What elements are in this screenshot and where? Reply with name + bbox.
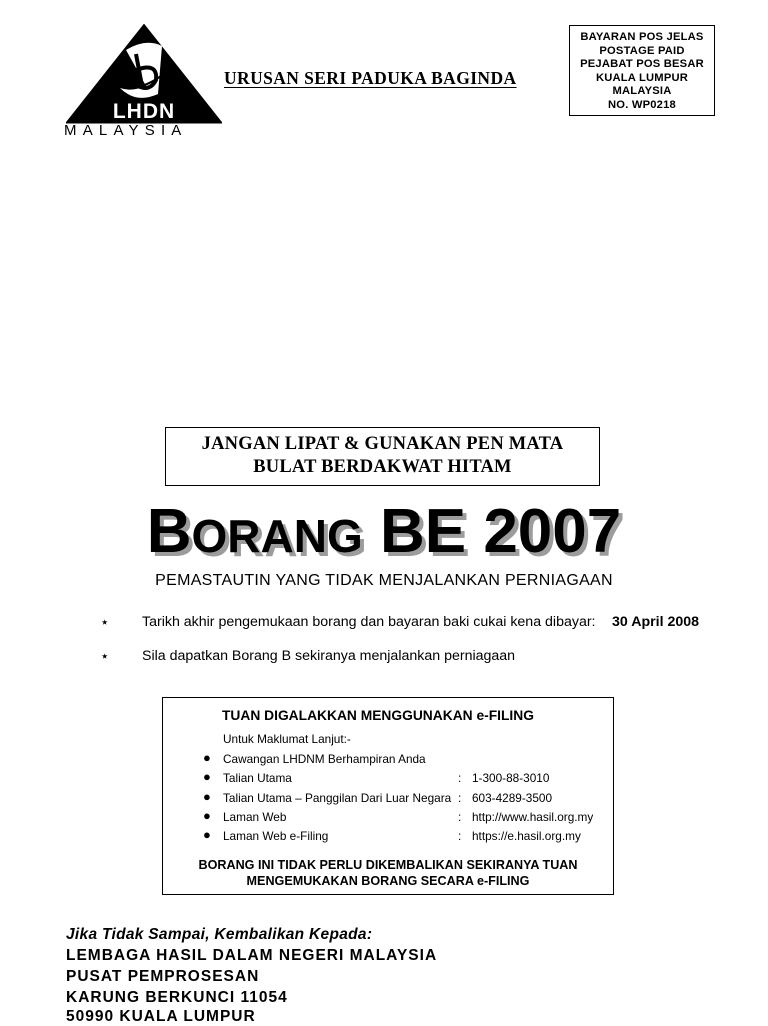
form-subtitle: PEMASTAUTIN YANG TIDAK MENJALANKAN PERNIAGAAN <box>155 572 613 589</box>
note-text: Tarikh akhir pengemukaan borang dan bayaran baki cukai kena dibayar: <box>142 614 596 630</box>
efiling-link[interactable]: https://e.hasil.org.my <box>472 829 581 843</box>
item-label: Talian Utama – Panggilan Dari Luar Negara <box>223 791 452 805</box>
item-colon: : <box>458 829 462 843</box>
postage-line: MALAYSIA <box>612 85 672 98</box>
efiling-intro: Untuk Maklumat Lanjut:- <box>223 732 351 746</box>
efiling-note-line-2: MENGEMUKAKAN BORANG SECARA e-FILING <box>246 873 530 888</box>
lhdn-triangle-logo-icon <box>66 24 222 124</box>
logo-subtext: MALAYSIA <box>64 122 188 139</box>
address-line: PUSAT PEMPROSESAN <box>66 968 260 985</box>
bullet-icon: ● <box>203 769 211 784</box>
return-label: Jika Tidak Sampai, Kembalikan Kepada: <box>66 926 373 943</box>
logo-text: LHDN <box>112 100 176 123</box>
postage-line: POSTAGE PAID <box>599 44 685 57</box>
bullet-icon: ● <box>203 808 211 823</box>
item-label: Laman Web e-Filing <box>223 829 329 843</box>
form-title-word: ORANG <box>191 510 363 562</box>
postage-line: KUALA LUMPUR <box>595 71 689 84</box>
note-text: Sila dapatkan Borang B sekiranya menjalankan perniagaan <box>142 648 516 664</box>
efiling-title: TUAN DIGALAKKAN MENGGUNAKAN e-FILING <box>222 708 534 723</box>
efiling-info-box <box>162 697 614 895</box>
star-icon: ⋆ <box>100 614 110 631</box>
form-title-first-letter: B <box>146 497 192 566</box>
bullet-icon: ● <box>203 789 211 804</box>
efiling-note-line-1: BORANG INI TIDAK PERLU DIKEMBALIKAN SEKIRANYA TUAN <box>198 858 578 872</box>
warning-line-1: JANGAN LIPAT & GUNAKAN PEN MATA <box>201 434 564 454</box>
phone-number: 1-300-88-3010 <box>472 771 550 785</box>
warning-box <box>165 427 600 486</box>
bullet-icon: ● <box>203 750 211 765</box>
item-label: Talian Utama <box>223 771 292 785</box>
form-title-suffix: BE 2007 <box>362 497 622 566</box>
postage-line: BAYARAN POS JELAS <box>580 31 704 43</box>
item-colon: : <box>458 810 462 824</box>
header-title: URUSAN SERI PADUKA BAGINDA <box>224 68 517 88</box>
form-title <box>0 496 768 572</box>
item-colon: : <box>458 791 462 805</box>
postage-line: NO. WP0218 <box>608 98 676 111</box>
warning-line-2: BULAT BERDAKWAT HITAM <box>253 457 512 477</box>
star-icon: ⋆ <box>100 648 110 665</box>
address-line: LEMBAGA HASIL DALAM NEGERI MALAYSIA <box>66 947 438 964</box>
phone-number: 603-4289-3500 <box>472 791 553 805</box>
postage-paid-box <box>569 25 715 116</box>
website-link[interactable]: http://www.hasil.org.my <box>472 810 594 824</box>
address-line: 50990 KUALA LUMPUR <box>66 1008 256 1025</box>
deadline-date: 30 April 2008 <box>612 614 700 630</box>
postage-line: PEJABAT POS BESAR <box>580 58 704 71</box>
address-line: KARUNG BERKUNCI 11054 <box>66 989 288 1006</box>
efiling-note <box>163 858 613 889</box>
item-label: Laman Web <box>223 810 287 824</box>
item-label: Cawangan LHDNM Berhampiran Anda <box>223 752 426 766</box>
item-colon: : <box>458 771 462 785</box>
bullet-icon: ● <box>203 827 211 842</box>
